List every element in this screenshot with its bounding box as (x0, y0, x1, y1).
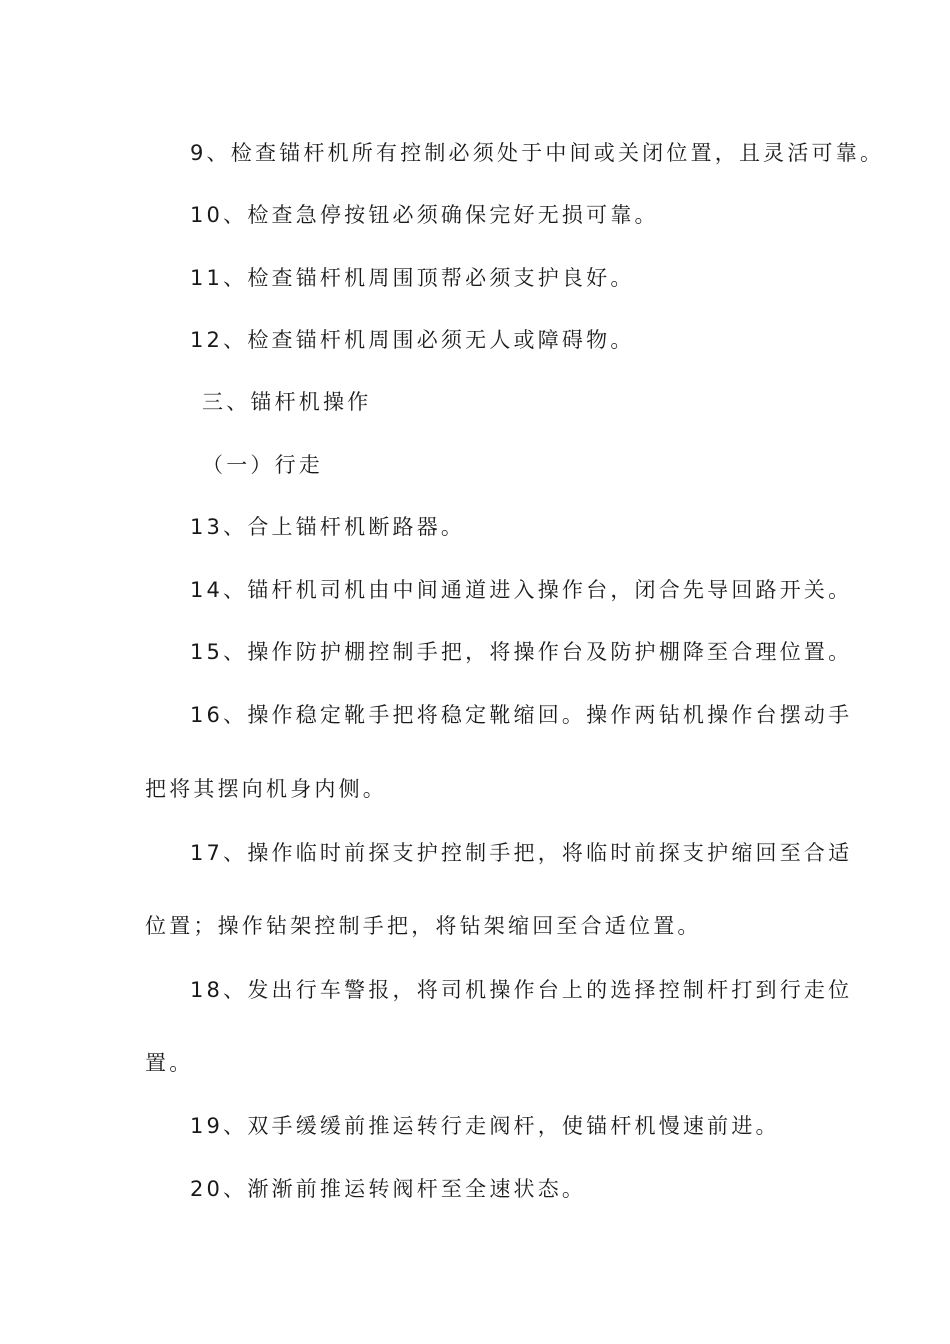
item-11-text: 11、检查锚杆机周围顶帮必须支护良好。 (190, 266, 635, 290)
item-13-text: 13、合上锚杆机断路器。 (190, 515, 466, 539)
item-18-text: 18、发出行车警报，将司机操作台上的选择控制杆打到行走位 (190, 978, 853, 1002)
section-heading: 三、锚杆机操作 (202, 390, 372, 414)
item-17-text: 17、操作临时前探支护控制手把，将临时前探支护缩回至合适 (190, 841, 853, 865)
item-20-text: 20、渐渐前推运转阀杆至全速状态。 (190, 1177, 587, 1201)
item-19-text: 19、双手缓缓前推运转行走阀杆，使锚杆机慢速前进。 (190, 1114, 780, 1138)
item-18-continuation: 置。 (145, 1051, 194, 1075)
item-15-text: 15、操作防护棚控制手把，将操作台及防护棚降至合理位置。 (190, 640, 853, 664)
item-17-continuation: 位置；操作钻架控制手把，将钻架缩回至合适位置。 (145, 914, 702, 938)
item-16-text: 16、操作稳定靴手把将稳定靴缩回。操作两钻机操作台摆动手 (190, 703, 853, 727)
item-12-text: 12、检查锚杆机周围必须无人或障碍物。 (190, 328, 635, 352)
item-10-text: 10、检查急停按钮必须确保完好无损可靠。 (190, 203, 659, 227)
item-9-text: 9、检查锚杆机所有控制必须处于中间或关闭位置，且灵活可靠。 (190, 141, 885, 165)
item-14-text: 14、锚杆机司机由中间通道进入操作台，闭合先导回路开关。 (190, 578, 853, 602)
subsection-heading: （一）行走 (202, 453, 323, 477)
item-16-continuation: 把将其摆向机身内侧。 (145, 777, 387, 801)
